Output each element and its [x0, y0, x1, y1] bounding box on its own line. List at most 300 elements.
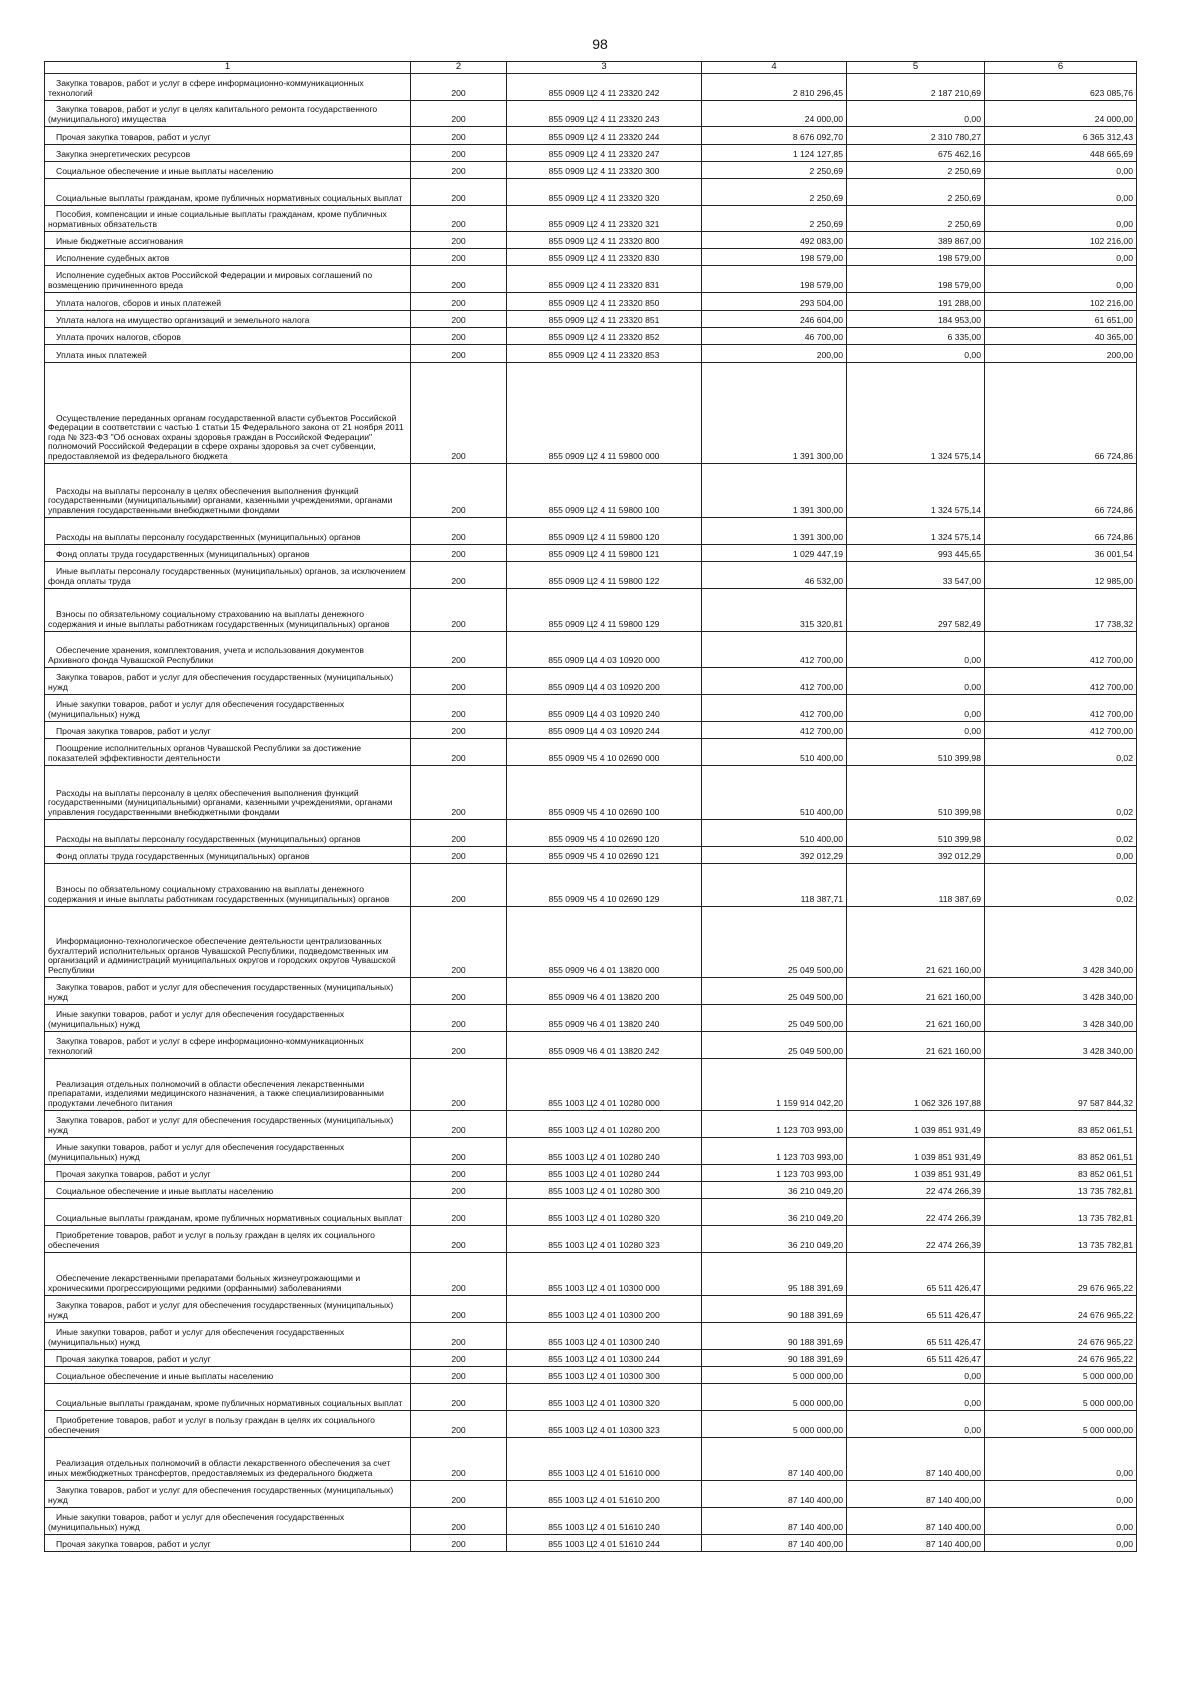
budget-classification-code-cell: 855 1003 Ц2 4 01 10300 200 — [507, 1295, 702, 1322]
line-code-cell: 200 — [411, 819, 507, 846]
unexecuted-amount-cell: 0,02 — [985, 738, 1137, 765]
executed-amount-cell: 0,00 — [847, 1366, 985, 1383]
column-number-3: 3 — [507, 62, 702, 74]
table-row — [45, 1383, 1137, 1410]
budget-classification-code-cell: 855 0909 Ч5 4 10 02690 129 — [507, 863, 702, 906]
table-row — [45, 588, 1137, 631]
executed-amount-cell: 392 012,29 — [847, 846, 985, 863]
executed-amount-cell: 1 324 575,14 — [847, 517, 985, 544]
unexecuted-amount-cell: 5 000 000,00 — [985, 1410, 1137, 1437]
table-row — [45, 517, 1137, 544]
unexecuted-amount-cell: 0,02 — [985, 819, 1137, 846]
approved-amount-cell: 5 000 000,00 — [702, 1410, 847, 1437]
expense-name-cell: Расходы на выплаты персоналу в целях обеспечения выполнения функций государственными (муниципальными) органами, казенными учреждениями, органами управления государственными внебюджетными фондами — [45, 463, 411, 517]
approved-amount-cell: 1 123 703 993,00 — [702, 1110, 847, 1137]
budget-classification-code-cell: 855 1003 Ц2 4 01 51610 244 — [507, 1534, 702, 1551]
table-row — [45, 1110, 1137, 1137]
approved-amount-cell: 1 029 447,19 — [702, 544, 847, 561]
unexecuted-amount-cell: 12 985,00 — [985, 561, 1137, 588]
line-code-cell: 200 — [411, 1181, 507, 1198]
approved-amount-cell: 90 188 391,69 — [702, 1349, 847, 1366]
line-code-cell: 200 — [411, 588, 507, 631]
line-code-cell: 200 — [411, 1295, 507, 1322]
expense-name-cell: Информационно-технологическое обеспечение деятельности централизованных бухгалтерий исполнительных органов Чувашской Республики, подведомственных им организаций и администраций муниципальных округов и городских округов Чувашской Республики — [45, 906, 411, 977]
table-row — [45, 1437, 1137, 1480]
line-code-cell: 200 — [411, 544, 507, 561]
table-row — [45, 1410, 1137, 1437]
expense-name-cell: Уплата иных платежей — [45, 344, 411, 362]
table-row — [45, 721, 1137, 738]
budget-classification-code-cell: 855 0909 Ц2 4 11 59800 122 — [507, 561, 702, 588]
expense-name-cell: Прочая закупка товаров, работ и услуг — [45, 1164, 411, 1181]
budget-classification-code-cell: 855 0909 Ц2 4 11 23320 243 — [507, 100, 702, 126]
expense-name-cell: Осуществление переданных органам государственной власти субъектов Российской Федерации в соответствии с частью 1 статьи 15 Федерального закона от 21 ноября 2011 года № 323-ФЗ "Об основах охраны здоровья граждан в Российской Федерации" полномочий Российской Федерации в сфере охраны здоровья за счет субвенции, предоставляемой из федерального бюджета — [45, 362, 411, 463]
approved-amount-cell: 2 250,69 — [702, 205, 847, 231]
table-row — [45, 144, 1137, 161]
budget-classification-code-cell: 855 1003 Ц2 4 01 10300 240 — [507, 1322, 702, 1349]
expense-name-cell: Обеспечение лекарственными препаратами больных жизнеугрожающими и хроническими прогрессирующими редкими (орфанными) заболеваниями — [45, 1252, 411, 1295]
executed-amount-cell: 1 039 851 931,49 — [847, 1110, 985, 1137]
approved-amount-cell: 510 400,00 — [702, 738, 847, 765]
table-row — [45, 126, 1137, 144]
expense-name-cell: Расходы на выплаты персоналу государственных (муниципальных) органов — [45, 819, 411, 846]
budget-classification-code-cell: 855 0909 Ц2 4 11 23320 830 — [507, 248, 702, 265]
line-code-cell: 200 — [411, 161, 507, 178]
unexecuted-amount-cell: 0,00 — [985, 846, 1137, 863]
line-code-cell: 200 — [411, 1110, 507, 1137]
table-row — [45, 863, 1137, 906]
line-code-cell: 200 — [411, 694, 507, 721]
approved-amount-cell: 412 700,00 — [702, 631, 847, 667]
unexecuted-amount-cell: 0,00 — [985, 248, 1137, 265]
unexecuted-amount-cell: 66 724,86 — [985, 517, 1137, 544]
budget-classification-code-cell: 855 0909 Ц2 4 11 59800 100 — [507, 463, 702, 517]
line-code-cell: 200 — [411, 126, 507, 144]
budget-classification-code-cell: 855 1003 Ц2 4 01 10280 320 — [507, 1198, 702, 1225]
table-row — [45, 231, 1137, 248]
unexecuted-amount-cell: 83 852 061,51 — [985, 1137, 1137, 1164]
expense-name-cell: Реализация отдельных полномочий в области обеспечения лекарственными препаратами, изделиями медицинского назначения, а также специализированными продуктами лечебного питания — [45, 1058, 411, 1110]
approved-amount-cell: 1 124 127,85 — [702, 144, 847, 161]
approved-amount-cell: 36 210 049,20 — [702, 1225, 847, 1252]
table-row — [45, 1198, 1137, 1225]
unexecuted-amount-cell: 200,00 — [985, 344, 1137, 362]
unexecuted-amount-cell: 6 365 312,43 — [985, 126, 1137, 144]
expense-name-cell: Прочая закупка товаров, работ и услуг — [45, 721, 411, 738]
line-code-cell: 200 — [411, 344, 507, 362]
unexecuted-amount-cell: 3 428 340,00 — [985, 1031, 1137, 1058]
expense-name-cell: Прочая закупка товаров, работ и услуг — [45, 126, 411, 144]
unexecuted-amount-cell: 0,00 — [985, 161, 1137, 178]
expense-name-cell: Взносы по обязательному социальному страхованию на выплаты денежного содержания и иные выплаты работникам государственных (муниципальных) органов — [45, 588, 411, 631]
approved-amount-cell: 46 532,00 — [702, 561, 847, 588]
expense-name-cell: Иные закупки товаров, работ и услуг для обеспечения государственных (муниципальных) нужд — [45, 694, 411, 721]
line-code-cell: 200 — [411, 517, 507, 544]
line-code-cell: 200 — [411, 310, 507, 327]
table-row — [45, 1507, 1137, 1534]
budget-classification-code-cell: 855 0909 Ц2 4 11 23320 852 — [507, 327, 702, 344]
table-row — [45, 561, 1137, 588]
line-code-cell: 200 — [411, 73, 507, 100]
expense-name-cell: Закупка товаров, работ и услуг для обеспечения государственных (муниципальных) нужд — [45, 1480, 411, 1507]
executed-amount-cell: 191 288,00 — [847, 292, 985, 310]
approved-amount-cell: 36 210 049,20 — [702, 1181, 847, 1198]
executed-amount-cell: 198 579,00 — [847, 265, 985, 292]
approved-amount-cell: 412 700,00 — [702, 721, 847, 738]
table-row — [45, 310, 1137, 327]
executed-amount-cell: 510 399,98 — [847, 819, 985, 846]
executed-amount-cell: 2 250,69 — [847, 178, 985, 205]
approved-amount-cell: 25 049 500,00 — [702, 1031, 847, 1058]
line-code-cell: 200 — [411, 205, 507, 231]
line-code-cell: 200 — [411, 906, 507, 977]
approved-amount-cell: 118 387,71 — [702, 863, 847, 906]
unexecuted-amount-cell: 61 651,00 — [985, 310, 1137, 327]
expense-name-cell: Иные закупки товаров, работ и услуг для обеспечения государственных (муниципальных) нужд — [45, 1137, 411, 1164]
unexecuted-amount-cell: 5 000 000,00 — [985, 1366, 1137, 1383]
approved-amount-cell: 2 250,69 — [702, 178, 847, 205]
table-row — [45, 1164, 1137, 1181]
approved-amount-cell: 246 604,00 — [702, 310, 847, 327]
executed-amount-cell: 2 310 780,27 — [847, 126, 985, 144]
approved-amount-cell: 1 391 300,00 — [702, 517, 847, 544]
budget-classification-code-cell: 855 1003 Ц2 4 01 10280 323 — [507, 1225, 702, 1252]
budget-classification-code-cell: 855 1003 Ц2 4 01 10300 000 — [507, 1252, 702, 1295]
budget-classification-code-cell: 855 0909 Ц4 4 03 10920 244 — [507, 721, 702, 738]
approved-amount-cell: 1 391 300,00 — [702, 362, 847, 463]
executed-amount-cell: 0,00 — [847, 1383, 985, 1410]
executed-amount-cell: 0,00 — [847, 631, 985, 667]
budget-classification-code-cell: 855 0909 Ц2 4 11 23320 851 — [507, 310, 702, 327]
unexecuted-amount-cell: 83 852 061,51 — [985, 1110, 1137, 1137]
expense-name-cell: Исполнение судебных актов — [45, 248, 411, 265]
unexecuted-amount-cell: 5 000 000,00 — [985, 1383, 1137, 1410]
line-code-cell: 200 — [411, 265, 507, 292]
expense-name-cell: Приобретение товаров, работ и услуг в пользу граждан в целях их социального обеспечения — [45, 1410, 411, 1437]
table-row — [45, 667, 1137, 694]
line-code-cell: 200 — [411, 1225, 507, 1252]
line-code-cell: 200 — [411, 1164, 507, 1181]
line-code-cell: 200 — [411, 1507, 507, 1534]
approved-amount-cell: 412 700,00 — [702, 667, 847, 694]
table-row — [45, 977, 1137, 1004]
executed-amount-cell: 1 039 851 931,49 — [847, 1164, 985, 1181]
budget-classification-code-cell: 855 0909 Ц2 4 11 59800 120 — [507, 517, 702, 544]
line-code-cell: 200 — [411, 1322, 507, 1349]
table-row — [45, 362, 1137, 463]
approved-amount-cell: 8 676 092,70 — [702, 126, 847, 144]
approved-amount-cell: 392 012,29 — [702, 846, 847, 863]
unexecuted-amount-cell: 97 587 844,32 — [985, 1058, 1137, 1110]
line-code-cell: 200 — [411, 248, 507, 265]
table-row — [45, 161, 1137, 178]
table-row — [45, 73, 1137, 100]
expense-name-cell: Закупка товаров, работ и услуг для обеспечения государственных (муниципальных) нужд — [45, 1110, 411, 1137]
line-code-cell: 200 — [411, 1480, 507, 1507]
line-code-cell: 200 — [411, 1137, 507, 1164]
expense-name-cell: Закупка товаров, работ и услуг в сфере информационно-коммуникационных технологий — [45, 1031, 411, 1058]
executed-amount-cell: 21 621 160,00 — [847, 1031, 985, 1058]
approved-amount-cell: 87 140 400,00 — [702, 1507, 847, 1534]
table-row — [45, 248, 1137, 265]
table-row — [45, 327, 1137, 344]
table-row — [45, 1181, 1137, 1198]
expense-name-cell: Социальное обеспечение и иные выплаты населению — [45, 1181, 411, 1198]
expense-name-cell: Фонд оплаты труда государственных (муниципальных) органов — [45, 846, 411, 863]
unexecuted-amount-cell: 24 676 965,22 — [985, 1349, 1137, 1366]
executed-amount-cell: 87 140 400,00 — [847, 1534, 985, 1551]
expense-name-cell: Приобретение товаров, работ и услуг в пользу граждан в целях их социального обеспечения — [45, 1225, 411, 1252]
table-row — [45, 178, 1137, 205]
budget-classification-code-cell: 855 0909 Ч5 4 10 02690 100 — [507, 765, 702, 819]
approved-amount-cell: 5 000 000,00 — [702, 1366, 847, 1383]
unexecuted-amount-cell: 3 428 340,00 — [985, 1004, 1137, 1031]
table-row — [45, 631, 1137, 667]
budget-classification-code-cell: 855 0909 Ц2 4 11 23320 300 — [507, 161, 702, 178]
line-code-cell: 200 — [411, 1058, 507, 1110]
executed-amount-cell: 118 387,69 — [847, 863, 985, 906]
executed-amount-cell: 389 867,00 — [847, 231, 985, 248]
budget-classification-code-cell: 855 0909 Ц2 4 11 23320 321 — [507, 205, 702, 231]
line-code-cell: 200 — [411, 327, 507, 344]
expense-name-cell: Обеспечение хранения, комплектования, учета и использования документов Архивного фонда Чувашской Республики — [45, 631, 411, 667]
expense-name-cell: Закупка товаров, работ и услуг для обеспечения государственных (муниципальных) нужд — [45, 667, 411, 694]
expense-name-cell: Иные закупки товаров, работ и услуг для обеспечения государственных (муниципальных) нужд — [45, 1322, 411, 1349]
approved-amount-cell: 1 123 703 993,00 — [702, 1164, 847, 1181]
line-code-cell: 200 — [411, 362, 507, 463]
budget-classification-code-cell: 855 0909 Ц2 4 11 23320 242 — [507, 73, 702, 100]
expense-name-cell: Иные выплаты персоналу государственных (муниципальных) органов, за исключением фонда оплаты труда — [45, 561, 411, 588]
budget-classification-code-cell: 855 0909 Ц2 4 11 23320 320 — [507, 178, 702, 205]
executed-amount-cell: 1 324 575,14 — [847, 463, 985, 517]
table-row — [45, 1137, 1137, 1164]
expense-name-cell: Уплата налога на имущество организаций и земельного налога — [45, 310, 411, 327]
executed-amount-cell: 510 399,98 — [847, 765, 985, 819]
unexecuted-amount-cell: 412 700,00 — [985, 721, 1137, 738]
unexecuted-amount-cell: 29 676 965,22 — [985, 1252, 1137, 1295]
approved-amount-cell: 1 159 914 042,20 — [702, 1058, 847, 1110]
table-row — [45, 1295, 1137, 1322]
line-code-cell: 200 — [411, 463, 507, 517]
budget-classification-code-cell: 855 0909 Ц2 4 11 23320 800 — [507, 231, 702, 248]
approved-amount-cell: 24 000,00 — [702, 100, 847, 126]
executed-amount-cell: 21 621 160,00 — [847, 1004, 985, 1031]
unexecuted-amount-cell: 102 216,00 — [985, 231, 1137, 248]
expense-name-cell: Поощрение исполнительных органов Чувашской Республики за достижение показателей эффективности деятельности — [45, 738, 411, 765]
expense-name-cell: Закупка товаров, работ и услуг для обеспечения государственных (муниципальных) нужд — [45, 1295, 411, 1322]
executed-amount-cell: 6 335,00 — [847, 327, 985, 344]
unexecuted-amount-cell: 13 735 782,81 — [985, 1225, 1137, 1252]
unexecuted-amount-cell: 102 216,00 — [985, 292, 1137, 310]
executed-amount-cell: 510 399,98 — [847, 738, 985, 765]
table-row — [45, 265, 1137, 292]
expense-name-cell: Социальные выплаты гражданам, кроме публичных нормативных социальных выплат — [45, 1198, 411, 1225]
unexecuted-amount-cell: 0,02 — [985, 863, 1137, 906]
table-row — [45, 694, 1137, 721]
column-number-6: 6 — [985, 62, 1137, 74]
executed-amount-cell: 198 579,00 — [847, 248, 985, 265]
line-code-cell: 200 — [411, 144, 507, 161]
approved-amount-cell: 492 083,00 — [702, 231, 847, 248]
line-code-cell: 200 — [411, 561, 507, 588]
budget-classification-code-cell: 855 0909 Ч6 4 01 13820 240 — [507, 1004, 702, 1031]
budget-classification-code-cell: 855 1003 Ц2 4 01 51610 000 — [507, 1437, 702, 1480]
unexecuted-amount-cell: 13 735 782,81 — [985, 1181, 1137, 1198]
budget-classification-code-cell: 855 0909 Ц2 4 11 59800 129 — [507, 588, 702, 631]
budget-classification-code-cell: 855 0909 Ч5 4 10 02690 121 — [507, 846, 702, 863]
line-code-cell: 200 — [411, 721, 507, 738]
line-code-cell: 200 — [411, 1031, 507, 1058]
expense-name-cell: Реализация отдельных полномочий в области лекарственного обеспечения за счет иных межбюджетных трансфертов, предоставляемых из федерального бюджета — [45, 1437, 411, 1480]
unexecuted-amount-cell: 0,00 — [985, 205, 1137, 231]
unexecuted-amount-cell: 24 676 965,22 — [985, 1295, 1137, 1322]
table-row — [45, 1004, 1137, 1031]
expense-name-cell: Уплата прочих налогов, сборов — [45, 327, 411, 344]
executed-amount-cell: 22 474 266,39 — [847, 1181, 985, 1198]
line-code-cell: 200 — [411, 1252, 507, 1295]
budget-classification-code-cell: 855 0909 Ч5 4 10 02690 120 — [507, 819, 702, 846]
line-code-cell: 200 — [411, 292, 507, 310]
expense-name-cell: Взносы по обязательному социальному страхованию на выплаты денежного содержания и иные выплаты работникам государственных (муниципальных) органов — [45, 863, 411, 906]
executed-amount-cell: 0,00 — [847, 344, 985, 362]
expense-name-cell: Закупка энергетических ресурсов — [45, 144, 411, 161]
table-row — [45, 1225, 1137, 1252]
line-code-cell: 200 — [411, 846, 507, 863]
executed-amount-cell: 184 953,00 — [847, 310, 985, 327]
approved-amount-cell: 2 810 296,45 — [702, 73, 847, 100]
unexecuted-amount-cell: 0,00 — [985, 1534, 1137, 1551]
budget-classification-code-cell: 855 1003 Ц2 4 01 10280 240 — [507, 1137, 702, 1164]
budget-classification-code-cell: 855 0909 Ц2 4 11 23320 244 — [507, 126, 702, 144]
table-row — [45, 906, 1137, 977]
table-row — [45, 1252, 1137, 1295]
budget-classification-code-cell: 855 1003 Ц2 4 01 51610 200 — [507, 1480, 702, 1507]
table-row — [45, 819, 1137, 846]
budget-classification-code-cell: 855 0909 Ч5 4 10 02690 000 — [507, 738, 702, 765]
unexecuted-amount-cell: 24 676 965,22 — [985, 1322, 1137, 1349]
executed-amount-cell: 0,00 — [847, 721, 985, 738]
table-row — [45, 1366, 1137, 1383]
executed-amount-cell: 675 462,16 — [847, 144, 985, 161]
expense-name-cell: Социальное обеспечение и иные выплаты населению — [45, 1366, 411, 1383]
expense-name-cell: Закупка товаров, работ и услуг в целях капитального ремонта государственного (муниципального) имущества — [45, 100, 411, 126]
executed-amount-cell: 0,00 — [847, 667, 985, 694]
expense-name-cell: Иные бюджетные ассигнования — [45, 231, 411, 248]
budget-classification-code-cell: 855 0909 Ч6 4 01 13820 000 — [507, 906, 702, 977]
unexecuted-amount-cell: 0,00 — [985, 1480, 1137, 1507]
approved-amount-cell: 95 188 391,69 — [702, 1252, 847, 1295]
unexecuted-amount-cell: 40 365,00 — [985, 327, 1137, 344]
line-code-cell: 200 — [411, 631, 507, 667]
budget-execution-table — [44, 61, 1137, 1552]
unexecuted-amount-cell: 412 700,00 — [985, 631, 1137, 667]
approved-amount-cell: 36 210 049,20 — [702, 1198, 847, 1225]
approved-amount-cell: 25 049 500,00 — [702, 1004, 847, 1031]
approved-amount-cell: 25 049 500,00 — [702, 977, 847, 1004]
budget-classification-code-cell: 855 1003 Ц2 4 01 10300 320 — [507, 1383, 702, 1410]
executed-amount-cell: 0,00 — [847, 694, 985, 721]
expense-name-cell: Расходы на выплаты персоналу в целях обеспечения выполнения функций государственными (муниципальными) органами, казенными учреждениями, органами управления государственными внебюджетными фондами — [45, 765, 411, 819]
line-code-cell: 200 — [411, 1004, 507, 1031]
approved-amount-cell: 87 140 400,00 — [702, 1534, 847, 1551]
table-row — [45, 463, 1137, 517]
unexecuted-amount-cell: 17 738,32 — [985, 588, 1137, 631]
approved-amount-cell: 200,00 — [702, 344, 847, 362]
line-code-cell: 200 — [411, 863, 507, 906]
table-row — [45, 1349, 1137, 1366]
executed-amount-cell: 0,00 — [847, 100, 985, 126]
table-row — [45, 765, 1137, 819]
table-row — [45, 344, 1137, 362]
unexecuted-amount-cell: 36 001,54 — [985, 544, 1137, 561]
executed-amount-cell: 22 474 266,39 — [847, 1198, 985, 1225]
column-number-header-row — [45, 62, 1137, 74]
expense-name-cell: Фонд оплаты труда государственных (муниципальных) органов — [45, 544, 411, 561]
line-code-cell: 200 — [411, 667, 507, 694]
approved-amount-cell: 90 188 391,69 — [702, 1295, 847, 1322]
executed-amount-cell: 87 140 400,00 — [847, 1480, 985, 1507]
budget-classification-code-cell: 855 0909 Ц2 4 11 59800 121 — [507, 544, 702, 561]
budget-classification-code-cell: 855 1003 Ц2 4 01 10300 323 — [507, 1410, 702, 1437]
budget-classification-code-cell: 855 0909 Ц4 4 03 10920 240 — [507, 694, 702, 721]
line-code-cell: 200 — [411, 1366, 507, 1383]
executed-amount-cell: 21 621 160,00 — [847, 906, 985, 977]
executed-amount-cell: 22 474 266,39 — [847, 1225, 985, 1252]
budget-classification-code-cell: 855 0909 Ц2 4 11 23320 850 — [507, 292, 702, 310]
line-code-cell: 200 — [411, 765, 507, 819]
expense-name-cell: Закупка товаров, работ и услуг для обеспечения государственных (муниципальных) нужд — [45, 977, 411, 1004]
unexecuted-amount-cell: 623 085,76 — [985, 73, 1137, 100]
unexecuted-amount-cell: 83 852 061,51 — [985, 1164, 1137, 1181]
approved-amount-cell: 90 188 391,69 — [702, 1322, 847, 1349]
column-number-4: 4 — [702, 62, 847, 74]
unexecuted-amount-cell: 3 428 340,00 — [985, 977, 1137, 1004]
expense-name-cell: Пособия, компенсации и иные социальные выплаты гражданам, кроме публичных нормативных обязательств — [45, 205, 411, 231]
line-code-cell: 200 — [411, 100, 507, 126]
expense-name-cell: Социальное обеспечение и иные выплаты населению — [45, 161, 411, 178]
column-number-5: 5 — [847, 62, 985, 74]
table-row — [45, 544, 1137, 561]
unexecuted-amount-cell: 412 700,00 — [985, 694, 1137, 721]
executed-amount-cell: 297 582,49 — [847, 588, 985, 631]
approved-amount-cell: 5 000 000,00 — [702, 1383, 847, 1410]
line-code-cell: 200 — [411, 1410, 507, 1437]
unexecuted-amount-cell: 0,00 — [985, 1507, 1137, 1534]
unexecuted-amount-cell: 448 665,69 — [985, 144, 1137, 161]
unexecuted-amount-cell: 13 735 782,81 — [985, 1198, 1137, 1225]
unexecuted-amount-cell: 0,02 — [985, 765, 1137, 819]
unexecuted-amount-cell: 0,00 — [985, 265, 1137, 292]
expense-name-cell: Уплата налогов, сборов и иных платежей — [45, 292, 411, 310]
expense-name-cell: Иные закупки товаров, работ и услуг для обеспечения государственных (муниципальных) нужд — [45, 1004, 411, 1031]
executed-amount-cell: 0,00 — [847, 1410, 985, 1437]
budget-classification-code-cell: 855 0909 Ч6 4 01 13820 200 — [507, 977, 702, 1004]
expense-name-cell: Прочая закупка товаров, работ и услуг — [45, 1534, 411, 1551]
approved-amount-cell: 412 700,00 — [702, 694, 847, 721]
executed-amount-cell: 993 445,65 — [847, 544, 985, 561]
table-row — [45, 1480, 1137, 1507]
executed-amount-cell: 21 621 160,00 — [847, 977, 985, 1004]
executed-amount-cell: 2 187 210,69 — [847, 73, 985, 100]
executed-amount-cell: 1 324 575,14 — [847, 362, 985, 463]
budget-classification-code-cell: 855 0909 Ц2 4 11 59800 000 — [507, 362, 702, 463]
budget-classification-code-cell: 855 1003 Ц2 4 01 10280 000 — [507, 1058, 702, 1110]
approved-amount-cell: 293 504,00 — [702, 292, 847, 310]
budget-classification-code-cell: 855 1003 Ц2 4 01 10280 200 — [507, 1110, 702, 1137]
table-row — [45, 738, 1137, 765]
line-code-cell: 200 — [411, 1198, 507, 1225]
approved-amount-cell: 25 049 500,00 — [702, 906, 847, 977]
